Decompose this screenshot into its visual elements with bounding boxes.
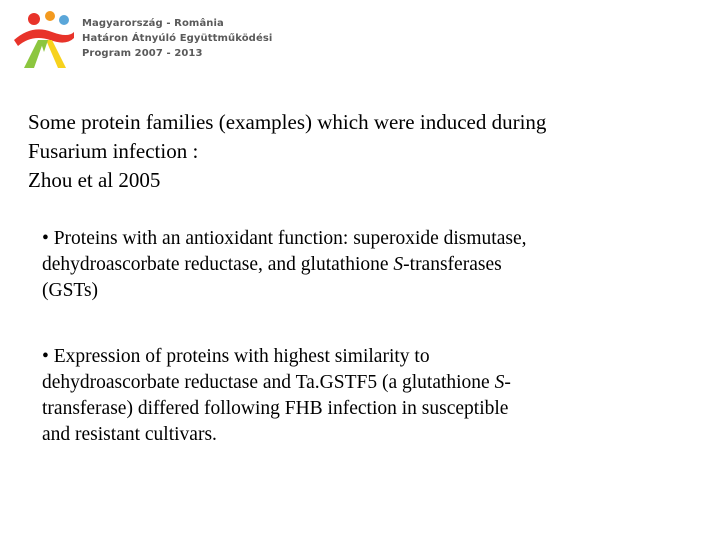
bullet-2-italic-s: S <box>494 372 505 393</box>
intro-line-3: Zhou et al 2005 <box>28 168 161 192</box>
bullet-antioxidant <box>42 226 652 304</box>
intro-heading <box>28 108 668 195</box>
bullet-1-line-3: (GSTs) <box>42 280 99 301</box>
bullet-1-italic-s: S <box>393 254 404 275</box>
logo-line-2: Határon Átnyúló Együttműködési <box>82 33 273 44</box>
bullet-1-line-2-tail: -transferases <box>403 254 502 275</box>
bullet-2-line-3: transferase) differed following FHB infection in susceptible <box>42 398 509 419</box>
bullet-1-line-2 <box>42 252 652 278</box>
logo-line-3: Program 2007 - 2013 <box>82 48 203 59</box>
intro-line-1: Some protein families (examples) which were induced during <box>28 110 547 134</box>
logo-line-1: Magyarország - România <box>82 18 224 29</box>
logo-mark-icon <box>12 10 76 70</box>
intro-line-2: Fusarium infection : <box>28 139 199 163</box>
bullet-2-line-2 <box>42 370 652 396</box>
bullet-1-line-1: • Proteins with an antioxidant function: superoxide dismutase, <box>42 228 527 249</box>
bullet-expression <box>42 344 652 448</box>
program-logo <box>12 10 272 70</box>
bullet-1-line-2-text: dehydroascorbate reductase, and glutathione <box>42 254 394 275</box>
bullet-2-line-2-text: dehydroascorbate reductase and Ta.GSTF5 (a glutathione <box>42 372 495 393</box>
bullet-2-line-4: and resistant cultivars. <box>42 424 217 445</box>
bullet-2-line-2-tail: - <box>504 372 511 393</box>
logo-text <box>82 16 272 61</box>
bullet-2-line-1: • Expression of proteins with highest similarity to <box>42 346 430 367</box>
